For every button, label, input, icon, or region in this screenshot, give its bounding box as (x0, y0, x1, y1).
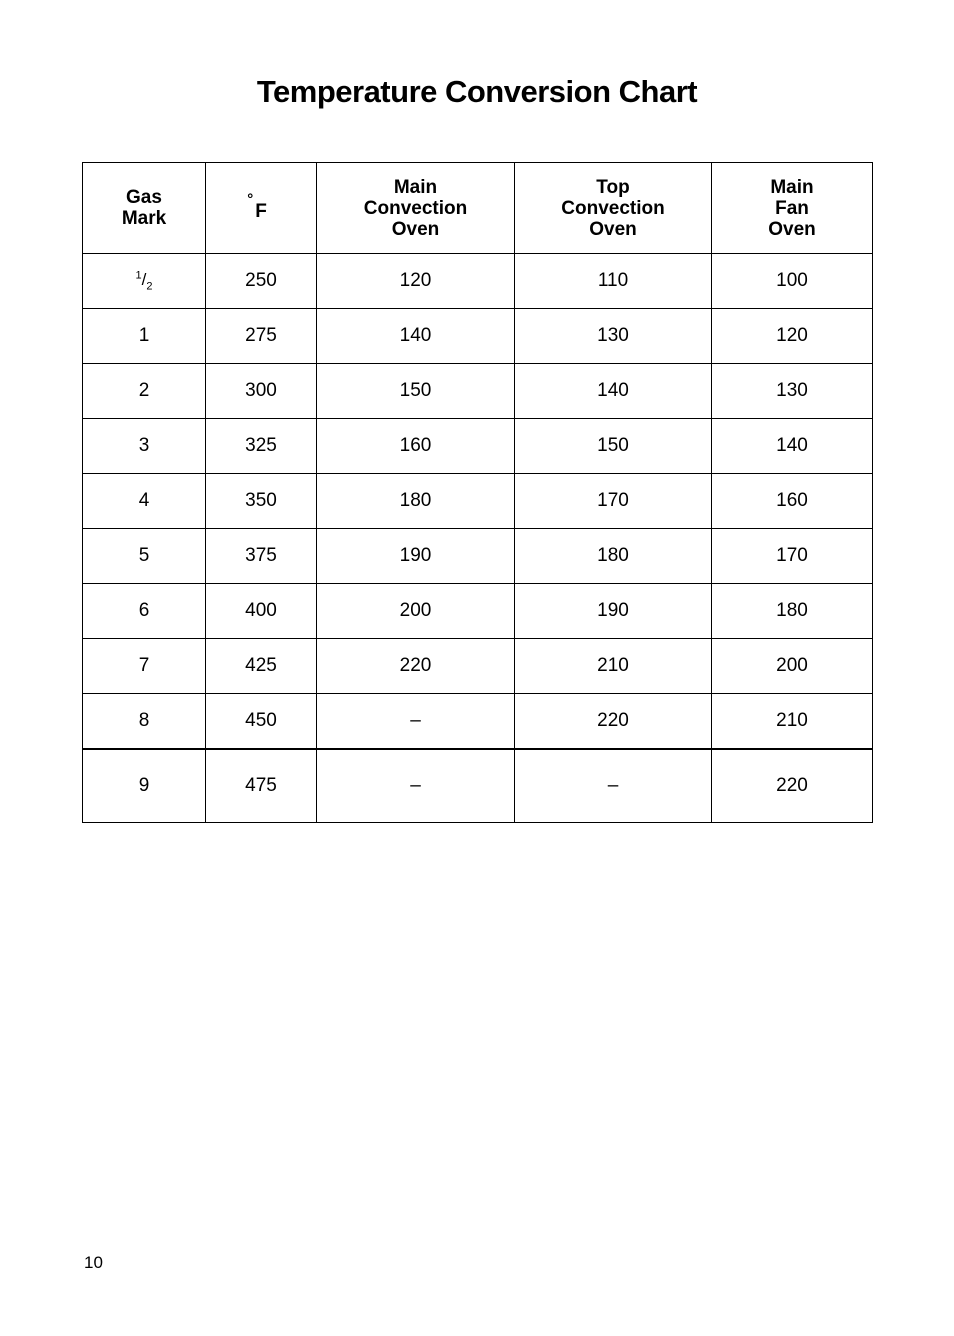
header-main-convection-oven (317, 163, 515, 254)
cell-main-convection: – (317, 749, 515, 823)
header-top-convection-line-2: Convection (561, 197, 665, 219)
header-main-fan-line-2: Fan (775, 197, 809, 219)
cell-gas-mark: 2 (83, 364, 206, 419)
cell-main-fan: 120 (712, 309, 873, 364)
header-gas-mark-line-2: Mark (121, 208, 167, 229)
header-top-convection-line-3: Oven (589, 218, 637, 240)
cell-fahrenheit: 475 (206, 749, 317, 823)
header-main-fan-line-3: Oven (768, 218, 816, 240)
cell-gas-mark (83, 254, 206, 309)
cell-main-fan: 220 (712, 749, 873, 823)
cell-top-convection: 170 (515, 474, 712, 529)
page-title: Temperature Conversion Chart (256, 74, 698, 109)
table-row (83, 309, 873, 364)
cell-main-fan: 100 (712, 254, 873, 309)
table-row (83, 474, 873, 529)
cell-fahrenheit: 275 (206, 309, 317, 364)
header-top-convection-line-1: Top (596, 176, 630, 198)
cell-main-convection: 180 (317, 474, 515, 529)
cell-main-fan: 130 (712, 364, 873, 419)
cell-top-convection: 150 (515, 419, 712, 474)
cell-main-fan: 140 (712, 419, 873, 474)
cell-main-fan: 180 (712, 584, 873, 639)
cell-top-convection: 210 (515, 639, 712, 694)
cell-top-convection: 220 (515, 694, 712, 750)
temperature-conversion-table (82, 162, 873, 823)
cell-main-convection: 160 (317, 419, 515, 474)
table-row (83, 254, 873, 309)
fahrenheit-label (247, 190, 267, 222)
cell-gas-mark: 5 (83, 529, 206, 584)
table-row (83, 419, 873, 474)
cell-fahrenheit: 325 (206, 419, 317, 474)
cell-main-convection: 120 (317, 254, 515, 309)
cell-main-fan: 170 (712, 529, 873, 584)
fraction-numerator: 1 (135, 269, 142, 282)
fahrenheit-unit: F (255, 200, 267, 222)
cell-gas-mark: 4 (83, 474, 206, 529)
table-row (83, 639, 873, 694)
cell-main-convection: 200 (317, 584, 515, 639)
half-fraction (135, 269, 153, 293)
cell-top-convection: 110 (515, 254, 712, 309)
cell-top-convection: 140 (515, 364, 712, 419)
header-main-fan-line-1: Main (770, 176, 814, 198)
cell-top-convection: – (515, 749, 712, 823)
cell-fahrenheit: 375 (206, 529, 317, 584)
page-number: 10 (84, 1253, 103, 1272)
cell-gas-mark: 8 (83, 694, 206, 750)
header-gas-mark-line-1: Gas (126, 187, 162, 208)
cell-gas-mark: 6 (83, 584, 206, 639)
cell-gas-mark: 9 (83, 749, 206, 823)
cell-main-convection: 220 (317, 639, 515, 694)
cell-gas-mark: 3 (83, 419, 206, 474)
fraction-slash: / (141, 270, 147, 290)
header-top-convection-oven (515, 163, 712, 254)
header-fahrenheit (206, 163, 317, 254)
cell-top-convection: 130 (515, 309, 712, 364)
cell-main-fan: 200 (712, 639, 873, 694)
cell-main-fan: 160 (712, 474, 873, 529)
table-body (83, 254, 873, 823)
fraction-denominator: 2 (146, 280, 153, 293)
cell-main-fan: 210 (712, 694, 873, 750)
cell-main-convection: – (317, 694, 515, 750)
header-main-convection-line-1: Main (393, 176, 438, 198)
cell-top-convection: 180 (515, 529, 712, 584)
cell-fahrenheit: 250 (206, 254, 317, 309)
table-header-row (83, 163, 873, 254)
cell-gas-mark: 1 (83, 309, 206, 364)
cell-gas-mark: 7 (83, 639, 206, 694)
header-gas-mark (83, 163, 206, 254)
degree-symbol: ° (247, 190, 254, 208)
cell-main-convection: 150 (317, 364, 515, 419)
table-row (83, 749, 873, 823)
cell-main-convection: 140 (317, 309, 515, 364)
cell-fahrenheit: 350 (206, 474, 317, 529)
table-row (83, 364, 873, 419)
cell-fahrenheit: 400 (206, 584, 317, 639)
table-row (83, 694, 873, 750)
table-row (83, 529, 873, 584)
cell-top-convection: 190 (515, 584, 712, 639)
cell-fahrenheit: 300 (206, 364, 317, 419)
cell-fahrenheit: 425 (206, 639, 317, 694)
header-main-fan-oven (712, 163, 873, 254)
cell-main-convection: 190 (317, 529, 515, 584)
header-main-convection-line-3: Oven (391, 218, 440, 240)
cell-fahrenheit: 450 (206, 694, 317, 750)
header-main-convection-line-2: Convection (363, 197, 468, 219)
table-row (83, 584, 873, 639)
